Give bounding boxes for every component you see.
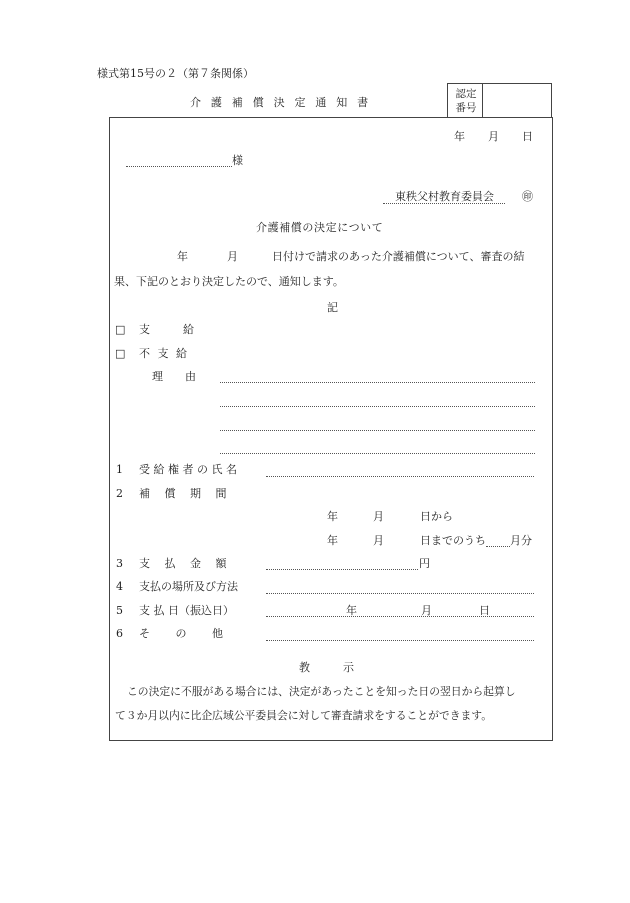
certification-number-label <box>452 87 480 115</box>
other-field[interactable] <box>266 640 534 641</box>
payment-amount-field[interactable] <box>266 569 418 570</box>
period-from-month: 月 <box>373 510 384 523</box>
reason-line-4[interactable] <box>220 453 535 454</box>
item4-label: 支払の場所及び方法 <box>139 580 238 593</box>
period-from-day: 日から <box>420 510 453 523</box>
recipient-name-field[interactable] <box>266 476 534 477</box>
sender-name: 東秩父村教育委員会 <box>395 190 494 203</box>
document-title: 介 護 補 償 決 定 通 知 書 <box>190 96 372 109</box>
item6-number: 6 <box>116 627 123 640</box>
cert-label-line2: 番号 <box>455 102 477 114</box>
sender-underline <box>383 203 505 204</box>
payment-date-field[interactable] <box>266 616 534 617</box>
amount-unit: 円 <box>419 557 430 570</box>
cert-divider <box>482 84 483 117</box>
item6-label: そ の 他 <box>139 627 223 640</box>
seal-mark: ㊞ <box>522 190 533 203</box>
certification-number-box <box>447 83 552 117</box>
subject-heading: 介護補償の決定について <box>256 221 384 234</box>
checkbox-shikyu[interactable]: □ <box>115 323 126 336</box>
option-fushikyu-label: 不 支 給 <box>139 347 189 360</box>
period-to-year: 年 <box>327 534 338 547</box>
payment-date-day: 日 <box>479 604 490 617</box>
kyoji-line2: て３か月以内に比企広域公平委員会に対して審査請求をすることができます。 <box>115 709 493 722</box>
item2-label: 補 償 期 間 <box>139 487 227 500</box>
kyoji-line1: この決定に不服がある場合には、決定があったことを知った日の翌日から起算し <box>127 685 516 698</box>
item5-number: 5 <box>116 604 123 617</box>
period-months-suffix: 月分 <box>510 534 532 547</box>
period-months-field[interactable] <box>486 546 510 547</box>
reason-label: 理 由 <box>152 370 196 383</box>
payment-date-month: 月 <box>421 604 432 617</box>
date-year: 年 <box>454 130 465 143</box>
intro-line2: 果、下記のとおり決定したので、通知します。 <box>114 275 344 288</box>
checkbox-fushikyu[interactable]: □ <box>115 347 126 360</box>
period-to-month: 月 <box>373 534 384 547</box>
date-month: 月 <box>488 130 499 143</box>
kyoji-heading: 教 示 <box>299 661 354 674</box>
reason-line-2[interactable] <box>220 406 535 407</box>
payment-date-year: 年 <box>346 604 357 617</box>
reason-line-1[interactable] <box>220 382 535 383</box>
reason-line-3[interactable] <box>220 430 535 431</box>
item3-label: 支 払 金 額 <box>139 557 227 570</box>
payment-method-field[interactable] <box>266 593 534 594</box>
intro-year: 年 <box>177 250 188 263</box>
addressee-suffix: 様 <box>232 154 243 167</box>
addressee-field[interactable] <box>126 166 232 167</box>
notice-frame <box>109 117 553 741</box>
period-to-day: 日までのうち <box>420 534 486 547</box>
intro-month: 月 <box>227 250 238 263</box>
item3-number: 3 <box>116 557 123 570</box>
item1-label: 受 給 権 者 の 氏 名 <box>139 463 237 476</box>
intro-line1: 日付けで請求のあった介護補償について、審査の結 <box>272 250 525 263</box>
item4-number: 4 <box>116 580 123 593</box>
date-day: 日 <box>522 130 533 143</box>
form-number-label: 様式第15号の２（第７条関係） <box>97 67 254 80</box>
item5-label: 支 払 日（振込日） <box>139 604 234 617</box>
item1-number: 1 <box>116 463 123 476</box>
option-shikyu-label: 支 給 <box>139 323 194 336</box>
period-from-year: 年 <box>327 510 338 523</box>
item2-number: 2 <box>116 487 123 500</box>
cert-label-line1: 認定 <box>455 88 477 100</box>
ki-heading: 記 <box>327 301 338 314</box>
